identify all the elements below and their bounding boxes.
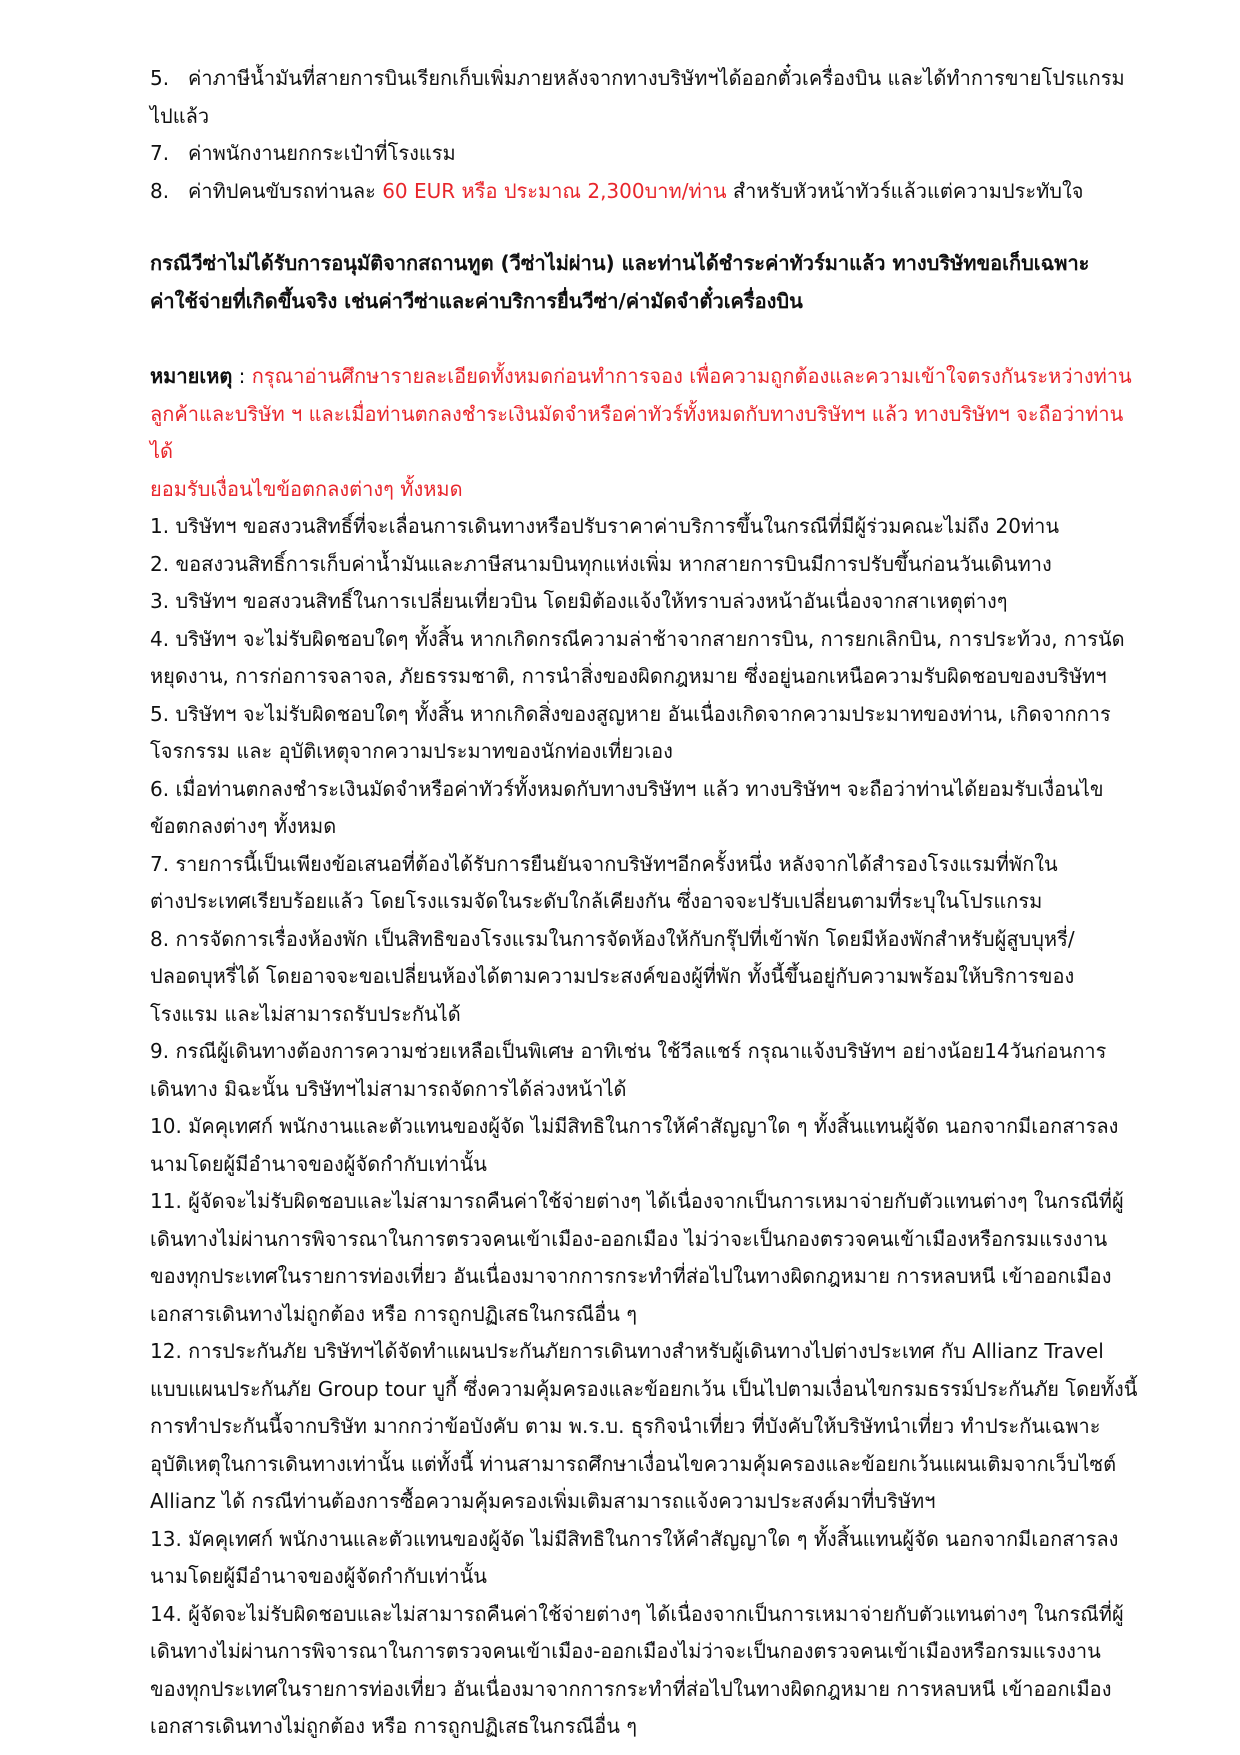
condition-line: ข้อตกลงต่างๆ ทั้งหมด bbox=[150, 814, 337, 838]
condition-line: 3. บริษัทฯ ขอสงวนสิทธิ์ในการเปลี่ยนเที่ยวบิน โดยมิต้องแจ้งให้ทราบล่วงหน้าอันเนื่องจากสาเหตุต่างๆ bbox=[150, 589, 1008, 613]
list-item-continuation: ไปแล้ว bbox=[150, 103, 210, 128]
condition-line: เอกสารเดินทางไม่ถูกต้อง หรือ การถูกปฏิเสธในกรณีอื่น ๆ bbox=[150, 1714, 637, 1738]
visa-note-line: กรณีวีซ่าไม่ได้รับการอนุมัติจากสถานทูต (วีซ่าไม่ผ่าน) และท่านได้ชำระค่าทัวร์มาแล้ว ทางบริษัทขอเก็บเฉพาะ bbox=[150, 251, 1090, 275]
condition-line: 7. รายการนี้เป็นเพียงข้อเสนอที่ต้องได้รับการยืนยันจากบริษัทฯอีกครั้งหนึ่ง หลังจากได้สำรองโรงแรมที่พักใน bbox=[150, 851, 1058, 876]
condition-line: 11. ผู้จัดจะไม่รับผิดชอบและไม่สามารถคืนค่าใช้จ่ายต่างๆ ได้เนื่องจากเป็นการเหมาจ่ายกับตัวแทนต่างๆ ในกรณีที่ผู้ bbox=[150, 1189, 1124, 1213]
remark-line: ลูกค้าและบริษัท ฯ และเมื่อท่านตกลงชำระเงินมัดจำหรือค่าทัวร์ทั้งหมดกับทางบริษัทฯ แล้ว ทางบริษัทฯ จะถือว่าท่านได้ bbox=[150, 401, 1124, 463]
condition-line: เดินทางไม่ผ่านการพิจารณาในการตรวจคนเข้าเมือง-ออกเมือง ไม่ว่าจะเป็นกองตรวจคนเข้าเมืองหรือกรมแรงงาน bbox=[150, 1226, 1108, 1251]
visa-note bbox=[150, 245, 1140, 320]
tip-amount-highlight: 60 EUR หรือ ประมาณ 2,300บาท/ท่าน bbox=[382, 178, 727, 203]
remark-text: กรุณาอ่านศึกษารายละเอียดทั้งหมดก่อนทำการจอง เพื่อความถูกต้องและความเข้าใจตรงกันระหว่างท่าน bbox=[251, 364, 1132, 388]
list-item bbox=[150, 173, 1140, 211]
condition-line: เดินทาง มิฉะนั้น บริษัทฯไม่สามารถจัดการได้ล่วงหน้าได้ bbox=[150, 1076, 627, 1101]
conditions-list bbox=[150, 508, 1140, 1746]
condition-line: แบบแผนประกันภัย Group tour บูกี้ ซึ่งความคุ้มครองและข้อยกเว้น เป็นไปตามเงื่อนไขกรมธรรม์ประกันภัย โดยทั้งนี้ bbox=[150, 1376, 1138, 1401]
condition-line: เอกสารเดินทางไม่ถูกต้อง หรือ การถูกปฏิเสธในกรณีอื่น ๆ bbox=[150, 1301, 637, 1326]
condition-line: โรงแรม และไม่สามารถรับประกันได้ bbox=[150, 1001, 461, 1026]
condition-line: 9. กรณีผู้เดินทางต้องการความช่วยเหลือเป็นพิเศษ อาทิเช่น ใช้วีลแชร์ กรุณาแจ้งบริษัทฯ อย่างน้อย14วันก่อนการ bbox=[150, 1039, 1107, 1063]
condition-line: ของทุกประเทศในรายการท่องเที่ยว อันเนื่องมาจากการกระทำที่ส่อไปในทางผิดกฎหมาย การหลบหนี เข้าออกเมือง bbox=[150, 1676, 1112, 1701]
list-item bbox=[150, 60, 1140, 98]
item-number: 8. bbox=[150, 178, 170, 203]
condition-line: 13. มัคคุเทศก์ พนักงานและตัวแทนของผู้จัด ไม่มีสิทธิในการให้คำสัญญาใด ๆ ทั้งสิ้นแทนผู้จัด นอกจากมีเอกสารลง bbox=[150, 1526, 1119, 1551]
remark-block bbox=[150, 358, 1140, 508]
item-text: ค่าทิปคนขับรถท่านละ bbox=[188, 178, 383, 203]
item-number: 5. bbox=[150, 66, 170, 90]
condition-line: 12. การประกันภัย บริษัทฯได้จัดทำแผนประกันภัยการเดินทางสำหรับผู้เดินทางไปต่างประเทศ กับ Allianz Travel bbox=[150, 1339, 1104, 1363]
condition-line: 5. บริษัทฯ จะไม่รับผิดชอบใดๆ ทั้งสิ้น หากเกิดสิ่งของสูญหาย อันเนื่องเกิดจากความประมาทของท่าน, เกิดจากการ bbox=[150, 701, 1111, 726]
item-number: 7. bbox=[150, 141, 170, 165]
condition-line: เดินทางไม่ผ่านการพิจารณาในการตรวจคนเข้าเมือง-ออกเมืองไม่ว่าจะเป็นกองตรวจคนเข้าเมืองหรือกรมแรงงาน bbox=[150, 1639, 1101, 1663]
item-text-after: สำหรับหัวหน้าทัวร์แล้วแต่ความประทับใจ bbox=[726, 178, 1084, 203]
list-item bbox=[150, 135, 1140, 173]
condition-line: ของทุกประเทศในรายการท่องเที่ยว อันเนื่องมาจากการกระทำที่ส่อไปในทางผิดกฎหมาย การหลบหนี เข้าออกเมือง bbox=[150, 1264, 1112, 1288]
condition-line: 4. บริษัทฯ จะไม่รับผิดชอบใดๆ ทั้งสิ้น หากเกิดกรณีความล่าช้าจากสายการบิน, การยกเลิกบิน, การประท้วง, การนัด bbox=[150, 626, 1125, 651]
remark-label: หมายเหตุ bbox=[150, 364, 233, 388]
condition-line: 1. บริษัทฯ ขอสงวนสิทธิ์ที่จะเลื่อนการเดินทางหรือปรับราคาค่าบริการขึ้นในกรณีที่มีผู้ร่วมคณะไม่ถึง 20ท่าน bbox=[150, 514, 1060, 538]
item-text: ค่าพนักงานยกกระเป๋าที่โรงแรม bbox=[188, 141, 456, 165]
condition-line: หยุดงาน, การก่อการจลาจล, ภัยธรรมชาติ, การนำสิ่งของผิดกฎหมาย ซึ่งอยู่นอกเหนือความรับผิดชอบของบริษัทฯ bbox=[150, 664, 1107, 688]
condition-line: 8. การจัดการเรื่องห้องพัก เป็นสิทธิของโรงแรมในการจัดห้องให้กับกรุ๊ปที่เข้าพัก โดยมีห้องพักสำหรับผู้สูบบุหรี่/ bbox=[150, 926, 1075, 951]
condition-line: 2. ขอสงวนสิทธิ์การเก็บค่าน้ำมันและภาษีสนามบินทุกแห่งเพิ่ม หากสายการบินมีการปรับขึ้นก่อนวันเดินทาง bbox=[150, 551, 1052, 576]
condition-line: อุบัติเหตุในการเดินทางเท่านั้น แต่ทั้งนี้ ท่านสามารถศึกษาเงื่อนไขความคุ้มครองและข้อยกเว้นแผนเติมจากเว็บไซต์ bbox=[150, 1451, 1117, 1476]
condition-line: การทำประกันนี้จากบริษัท มากกว่าข้อบังคับ ตาม พ.ร.บ. ธุรกิจนำเที่ยว ที่บังคับให้บริษัทนำเที่ยว ทำประกันเฉพาะ bbox=[150, 1414, 1101, 1438]
item-text: ค่าภาษีน้ำมันที่สายการบินเรียกเก็บเพิ่มภายหลังจากทางบริษัทฯได้ออกตั๋วเครื่องบิน และได้ทำการขายโปรแกรม bbox=[188, 66, 1125, 90]
document-page bbox=[150, 60, 1140, 1746]
remark-separator: : bbox=[232, 364, 252, 388]
condition-line: นามโดยผู้มีอำนาจของผู้จัดกำกับเท่านั้น bbox=[150, 1151, 487, 1176]
remark-line bbox=[150, 358, 1140, 396]
excluded-items-list bbox=[150, 60, 1140, 210]
condition-line: ต่างประเทศเรียบร้อยแล้ว โดยโรงแรมจัดในระดับใกล้เคียงกัน ซึ่งอาจจะปรับเปลี่ยนตามที่ระบุในโปรแกรม bbox=[150, 889, 1043, 913]
condition-line: 10. มัคคุเทศก์ พนักงานและตัวแทนของผู้จัด ไม่มีสิทธิในการให้คำสัญญาใด ๆ ทั้งสิ้นแทนผู้จัด นอกจากมีเอกสารลง bbox=[150, 1114, 1119, 1138]
remark-line: ยอมรับเงื่อนไขข้อตกลงต่างๆ ทั้งหมด bbox=[150, 476, 463, 501]
condition-line: นามโดยผู้มีอำนาจของผู้จัดกำกับเท่านั้น bbox=[150, 1564, 487, 1588]
visa-note-line: ค่าใช้จ่ายที่เกิดขึ้นจริง เช่นค่าวีซ่าและค่าบริการยื่นวีซ่า/ค่ามัดจำตั๋วเครื่องบิน bbox=[150, 288, 803, 313]
condition-line: Allianz ได้ กรณีท่านต้องการซื้อความคุ้มครองเพิ่มเติมสามารถแจ้งความประสงค์มาที่บริษัทฯ bbox=[150, 1489, 936, 1513]
condition-line: 14. ผู้จัดจะไม่รับผิดชอบและไม่สามารถคืนค่าใช้จ่ายต่างๆ ได้เนื่องจากเป็นการเหมาจ่ายกับตัวแทนต่างๆ ในกรณีที่ผู้ bbox=[150, 1601, 1124, 1626]
condition-line: โจรกรรม และ อุบัติเหตุจากความประมาทของนักท่องเที่ยวเอง bbox=[150, 739, 673, 763]
condition-line: 6. เมื่อท่านตกลงชำระเงินมัดจำหรือค่าทัวร์ทั้งหมดกับทางบริษัทฯ แล้ว ทางบริษัทฯ จะถือว่าท่านได้ยอมรับเงื่อนไข bbox=[150, 776, 1104, 801]
condition-line: ปลอดบุหรี่ได้ โดยอาจจะขอเปลี่ยนห้องได้ตามความประสงค์ของผู้ที่พัก ทั้งนี้ขึ้นอยู่กับความพร้อมให้บริการของ bbox=[150, 964, 1075, 988]
